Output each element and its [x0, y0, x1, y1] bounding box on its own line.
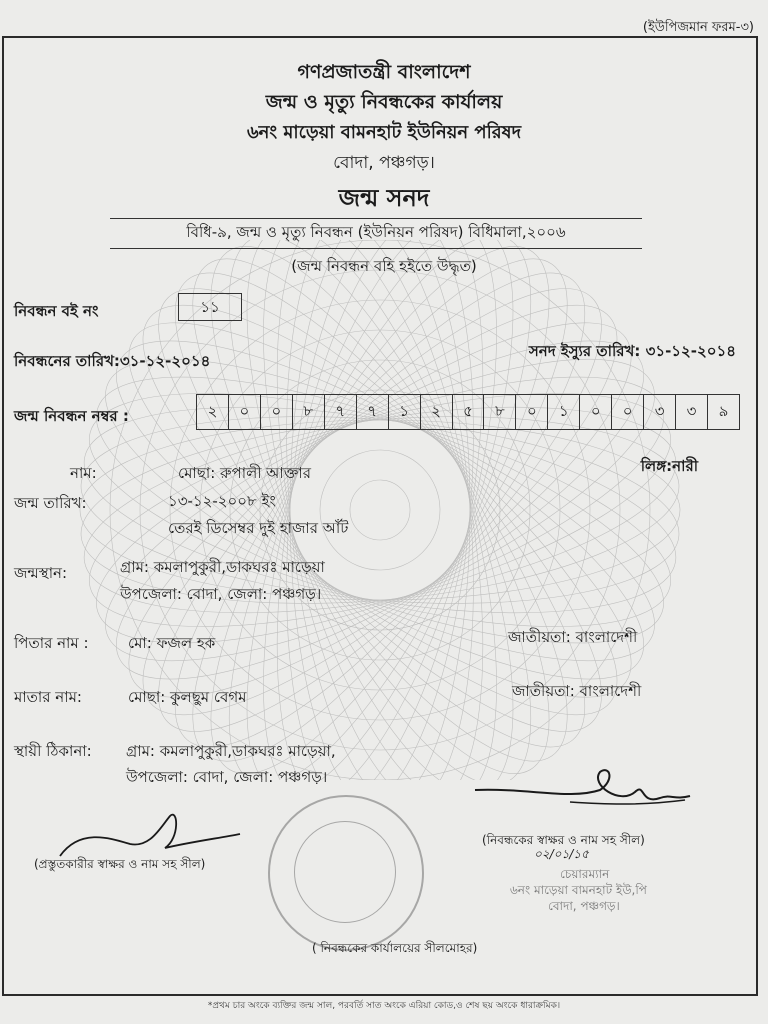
- footnote: *প্রথম চার অংকে ব্যক্তির জন্ম সাল, পরবর্তি সাত অংকে এরিয়া কোড,ও শেষ ছয় অংকে ধারাক্রমিক।: [207, 1001, 561, 1011]
- registration-digit: ১: [548, 395, 580, 429]
- mother-nationality: জাতীয়তা: বাংলাদেশী: [512, 682, 642, 700]
- registration-digit: ২: [421, 395, 453, 429]
- registration-date: নিবন্ধনের তারিখ:৩১-১২-২০১৪: [14, 352, 211, 370]
- office-location: বোদা, পঞ্চগড়।: [333, 153, 435, 173]
- registration-digit: ১: [389, 395, 421, 429]
- registration-digit: ৫: [453, 395, 485, 429]
- certificate-title: জন্ম সনদ: [338, 184, 430, 212]
- sex-value: লিঙ্গ:নারী: [640, 457, 698, 475]
- registration-digit: ৭: [325, 395, 357, 429]
- form-number: (ইউপিজমান ফরম-৩): [642, 20, 754, 35]
- birthplace-line2: উপজেলা: বোদা, জেলা: পঞ্চগড়।: [120, 585, 322, 603]
- registration-digit: ৮: [484, 395, 516, 429]
- seal-caption: ( নিবন্ধকের কার্যালয়ের সীলমোহর): [312, 941, 478, 955]
- book-number: ১১: [178, 293, 242, 321]
- mother-label: মাতার নাম:: [14, 688, 82, 706]
- stamp-line1: চেয়ারম্যান: [560, 867, 610, 881]
- registration-digit: ৩: [676, 395, 708, 429]
- name-value: মোছা: রুপালী আক্তার: [178, 464, 311, 482]
- stamp-line2: ৬নং মাড়েয়া বামনহাট ইউ,পি: [510, 883, 647, 897]
- address-label: স্থায়ী ঠিকানা:: [14, 742, 92, 760]
- registration-digit: ০: [261, 395, 293, 429]
- dob-value: ১৩-১২-২০০৮ ইং: [168, 492, 276, 510]
- registration-digit: ৩: [644, 395, 676, 429]
- registration-number: [196, 394, 740, 430]
- office-seal: [268, 795, 424, 951]
- registrar-caption: (নিবন্ধকের স্বাক্ষর ও নাম সহ সীল): [482, 833, 645, 847]
- dob-label: জন্ম তারিখ:: [14, 494, 87, 512]
- book-label: নিবন্ধন বই নং: [14, 302, 99, 320]
- registration-digit: ০: [580, 395, 612, 429]
- rule-reference: বিধি-৯, জন্ম ও মৃত্যু নিবন্ধন (ইউনিয়ন পরিষদ) বিধিমালা,২০০৬: [110, 218, 642, 249]
- union-name: ৬নং মাড়েয়া বামনহাট ইউনিয়ন পরিষদ: [246, 122, 522, 143]
- registration-digit: ০: [229, 395, 261, 429]
- registration-digit: ০: [516, 395, 548, 429]
- birthplace-label: জন্মস্থান:: [14, 564, 68, 582]
- country-name: গণপ্রজাতন্ত্রী বাংলাদেশ: [297, 61, 471, 83]
- issue-date: সনদ ইস্যুর তারিখ: ৩১-১২-২০১৪: [528, 342, 736, 360]
- extract-note: (জন্ম নিবন্ধন বহি হইতে উদ্ধৃত): [291, 257, 477, 275]
- registration-digit: ০: [612, 395, 644, 429]
- father-value: মো: ফজল হক: [128, 634, 216, 652]
- dob-in-words: তেরই ডিসেম্বর দুই হাজার আঁট: [168, 519, 349, 537]
- registration-digit: ৯: [718, 401, 729, 420]
- birthplace-line1: গ্রাম: কমলাপুকুরী,ডাকঘরঃ মাড়েয়া: [120, 558, 325, 576]
- mother-value: মোছা: কুলছুম বেগম: [128, 688, 247, 706]
- name-label: নাম:: [70, 464, 97, 482]
- address-line1: গ্রাম: কমলাপুকুরী,ডাকঘরঃ মাড়েয়া,: [126, 742, 336, 760]
- father-nationality: জাতীয়তা: বাংলাদেশী: [508, 628, 638, 646]
- registration-digit: ২: [197, 395, 229, 429]
- preparer-caption: (প্রস্তুতকারীর স্বাক্ষর ও নাম সহ সীল): [34, 857, 206, 871]
- sign-date: ০২/০১/১৫: [534, 847, 589, 861]
- registration-number-label: জন্ম নিবন্ধন নম্বর :: [14, 407, 129, 425]
- registrar-signature: [470, 760, 700, 830]
- office-name: জন্ম ও মৃত্যু নিবন্ধকের কার্যালয়: [265, 91, 503, 113]
- registration-digit: ৮: [293, 395, 325, 429]
- father-label: পিতার নাম :: [14, 634, 89, 652]
- stamp-line3: বোদা, পঞ্চগড়।: [548, 899, 620, 913]
- registration-digit: ৭: [357, 395, 389, 429]
- address-line2: উপজেলা: বোদা, জেলা: পঞ্চগড়।: [126, 768, 328, 786]
